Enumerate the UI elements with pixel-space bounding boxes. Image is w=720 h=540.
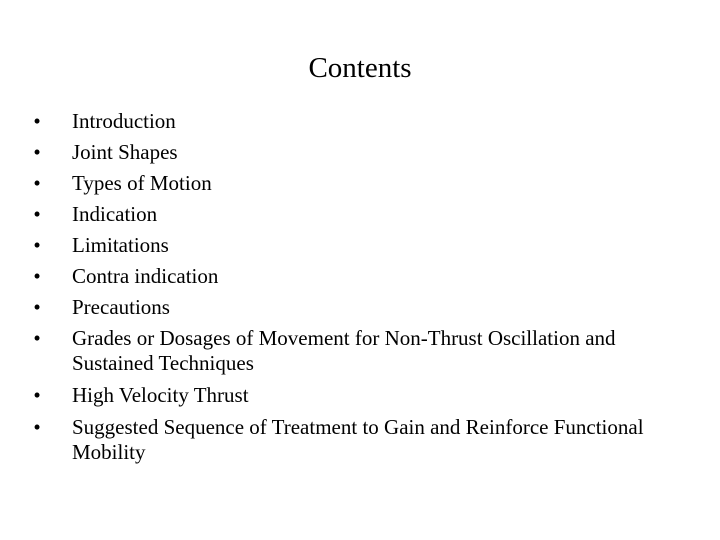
list-item xyxy=(30,295,680,320)
bullet-icon: • xyxy=(33,171,41,195)
list-item xyxy=(30,109,680,134)
bullet-icon: • xyxy=(33,295,41,319)
list-item-text: Precautions xyxy=(72,295,170,319)
list-item xyxy=(30,171,680,196)
list-item-text: Contra indication xyxy=(72,264,219,288)
list-item-text: Indication xyxy=(72,202,158,226)
slide-title-text: Contents xyxy=(308,52,412,84)
bullet-icon: • xyxy=(33,383,41,407)
bullet-icon: • xyxy=(33,233,41,257)
bullet-icon: • xyxy=(33,326,41,350)
bullet-icon: • xyxy=(33,264,41,288)
bullet-icon: • xyxy=(33,415,41,439)
list-item xyxy=(30,415,680,465)
list-item-text: High Velocity Thrust xyxy=(72,383,249,407)
list-item xyxy=(30,140,680,165)
slide-title xyxy=(0,50,720,86)
list-item-text: Suggested Sequence of Treatment to Gain and Reinforce Functional Mobility xyxy=(72,415,644,464)
list-item-text: Introduction xyxy=(72,109,176,133)
list-item-text: Types of Motion xyxy=(72,171,212,195)
list-item xyxy=(30,383,680,408)
list-item-text: Grades or Dosages of Movement for Non-Thrust Oscillation and Sustained Techniques xyxy=(72,326,616,375)
list-item xyxy=(30,233,680,258)
contents-list xyxy=(30,109,680,465)
bullet-icon: • xyxy=(33,202,41,226)
list-item xyxy=(30,326,680,376)
bullet-icon: • xyxy=(33,109,41,133)
list-item-text: Limitations xyxy=(72,233,169,257)
list-item-text: Joint Shapes xyxy=(72,140,178,164)
list-item xyxy=(30,264,680,289)
list-item xyxy=(30,202,680,227)
bullet-icon: • xyxy=(33,140,41,164)
